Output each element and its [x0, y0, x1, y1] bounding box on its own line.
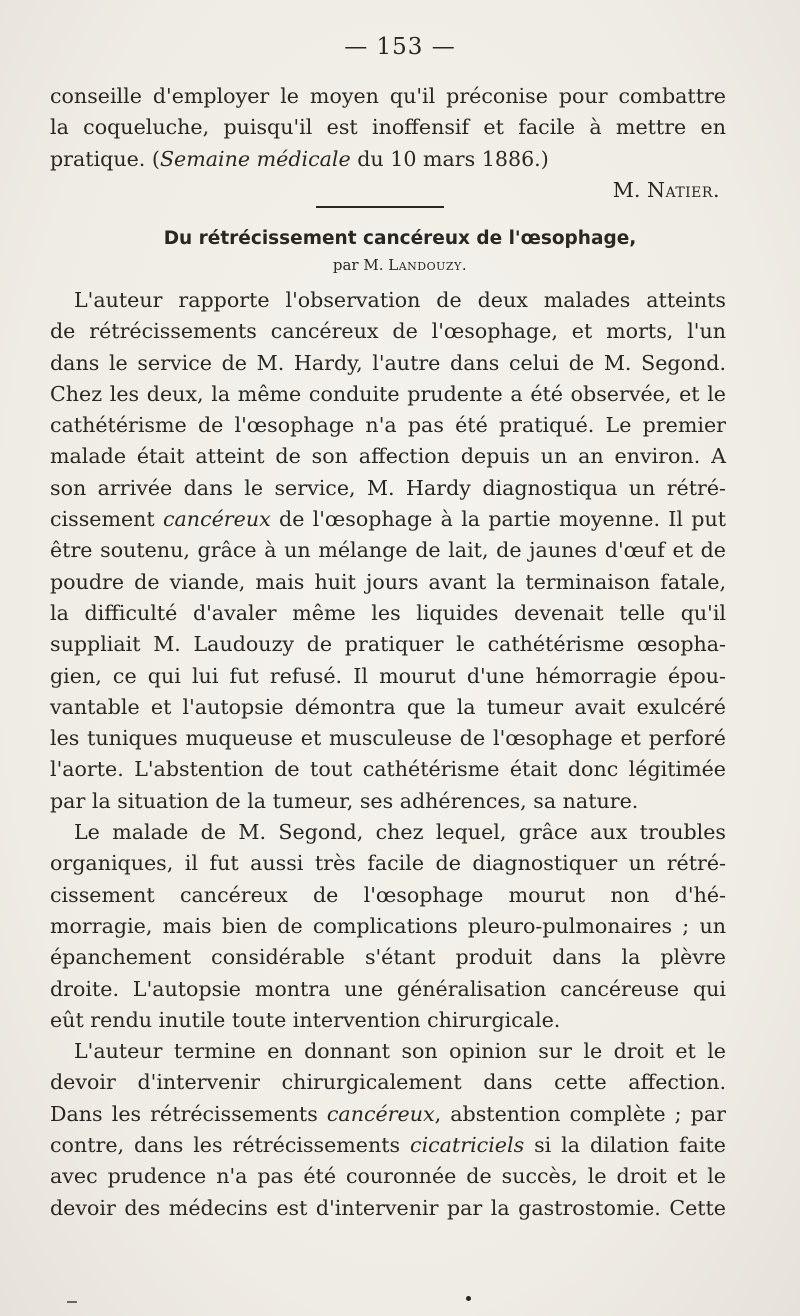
text-line: épanchement considérable s'étant produit dans la plèvre	[50, 945, 726, 970]
text-line: la difficulté d'avaler même les liquides devenait telle qu'il	[50, 600, 726, 625]
text-line: Dans les rétrécissements cancéreux, abstention complète ; par	[50, 1101, 726, 1126]
text-line: de rétrécissements cancéreux de l'œsophage, et morts, l'un	[50, 319, 726, 344]
text-line: cissement cancéreux de l'œsophage à la partie moyenne. Il put	[50, 507, 727, 532]
text-line: cathétérisme de l'œsophage n'a pas été pratiqué. Le premier	[50, 413, 726, 438]
text-line: dans le service de M. Hardy, l'autre dans celui de M. Segond.	[50, 350, 726, 375]
scan-speck	[466, 1296, 471, 1301]
text-line: malade était atteint de son affection depuis un an environ. A	[50, 444, 726, 469]
text-line: L'auteur rapporte l'observation de deux malades atteints	[74, 288, 726, 312]
text-line: devoir des médecins est d'intervenir par la gastrostomie. Cette	[50, 1195, 726, 1220]
text-line: devoir d'intervenir chirurgicalement dans cette affection.	[50, 1070, 726, 1095]
text-line: eût rendu inutile toute intervention chirurgicale.	[50, 1007, 561, 1032]
journal-title: Semaine médicale	[159, 146, 351, 171]
text-line: poudre de viande, mais huit jours avant la terminaison fatale,	[50, 569, 726, 594]
text-line: les tuniques muqueuse et musculeuse de l'œsophage et perforé	[50, 726, 726, 751]
text-line: contre, dans les rétrécissements cicatriciels si la dilation faite	[50, 1133, 726, 1158]
text-line: morragie, mais bien de complications pleuro-pulmonaires ; un	[50, 913, 726, 938]
text-line: conseille d'employer le moyen qu'il préconise pour combattre	[50, 84, 726, 108]
text-line: par la situation de la tumeur, ses adhérences, sa nature.	[50, 788, 639, 813]
intro-paragraph	[50, 81, 726, 206]
text-line: pratique. (Semaine médicale du 10 mars 1886.)	[50, 146, 549, 171]
signature: M. Natier.	[612, 177, 720, 202]
text-line: vantable et l'autopsie démontra que la tumeur avait exulcéré	[50, 694, 726, 719]
text-line: droite. L'autopsie montra une généralisation cancéreuse qui	[50, 976, 726, 1001]
page-number: — 153 —	[344, 34, 456, 60]
text-line: gien, ce qui lui fut refusé. Il mourut d'une hémorragie épou-	[50, 663, 726, 688]
text-line: avec prudence n'a pas été couronnée de succès, le droit et le	[50, 1164, 726, 1189]
text-line: être soutenu, grâce à un mélange de lait, de jaunes d'œuf et de	[50, 538, 726, 563]
scan-mark	[67, 1301, 77, 1303]
text-line: cissement cancéreux de l'œsophage mourut non d'hé-	[50, 882, 726, 907]
article-body	[50, 285, 726, 1224]
text-line: organiques, il fut aussi très facile de diagnostiquer un rétré-	[50, 851, 726, 876]
article-title: Du rétrécissement cancéreux de l'œsophage,	[163, 228, 637, 249]
text-line: Le malade de M. Segond, chez lequel, grâce aux troubles	[74, 820, 726, 845]
article-author: par M. Landouzy.	[332, 256, 468, 274]
text-line: la coqueluche, puisqu'il est inoffensif et facile à mettre en	[50, 115, 726, 140]
text-line: suppliait M. Laudouzy de pratiquer le cathétérisme œsopha-	[50, 632, 726, 657]
text-line: Chez les deux, la même conduite prudente a été observée, et le	[50, 381, 726, 406]
text-line: l'aorte. L'abstention de tout cathétérisme était donc légitimée	[50, 757, 726, 782]
text-line: son arrivée dans le service, M. Hardy diagnostiqua un rétré-	[50, 475, 726, 500]
separator-rule	[316, 206, 444, 208]
text-line: L'auteur termine en donnant son opinion sur le droit et le	[74, 1039, 726, 1064]
